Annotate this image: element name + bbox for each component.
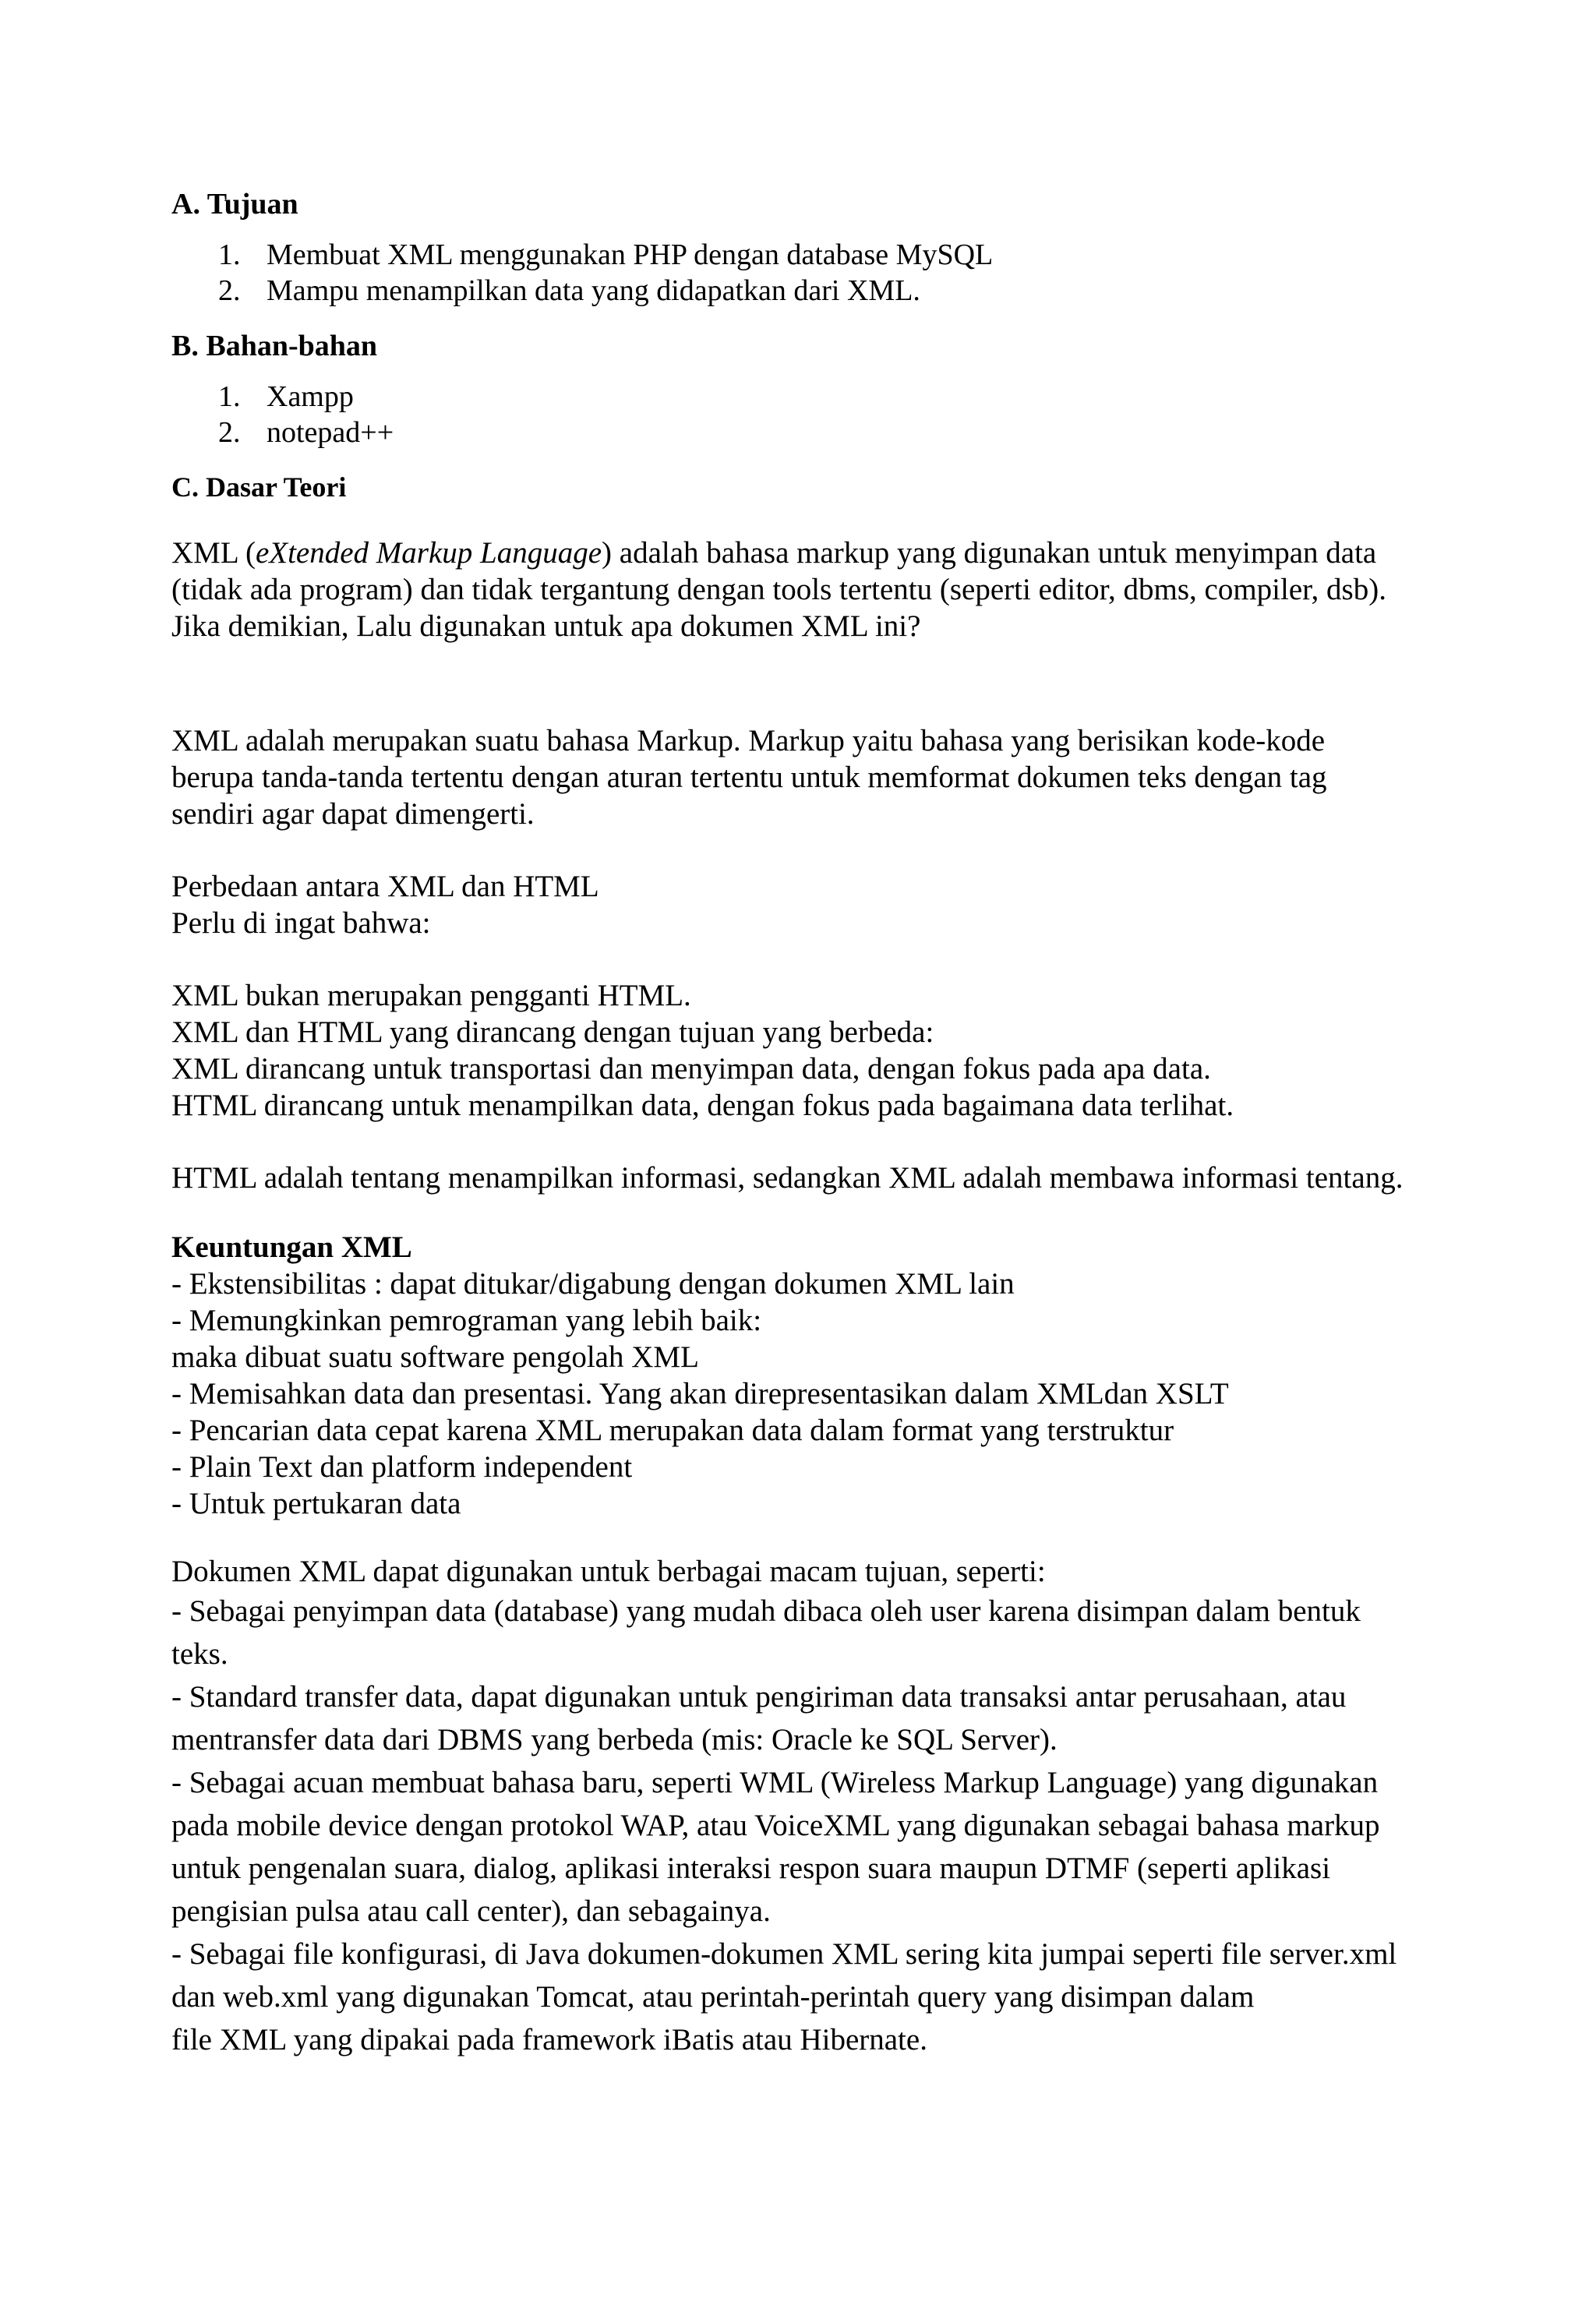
list-item: - Memungkinkan pemrograman yang lebih baik: [171,1304,762,1337]
notes-paragraph [171,977,1481,1124]
list-item: - Sebagai acuan membuat bahasa baru, seperti WML (Wireless Markup Language) yang digunakan [171,1766,1379,1799]
list-item: - Pencarian data cepat karena XML merupakan data dalam format yang terstruktur [171,1414,1174,1447]
list-item: untuk pengenalan suara, dialog, aplikasi interaksi respon suara maupun DTMF (seperti aplikasi [171,1852,1331,1885]
paragraph-line: XML adalah merupakan suatu bahasa Markup. Markup yaitu bahasa yang berisikan kode-kode [171,724,1326,757]
intro-prefix: XML ( [171,536,256,570]
list-item: - Ekstensibilitas : dapat ditukar/digabung dengan dokumen XML lain [171,1267,1015,1301]
summary-paragraph: HTML adalah tentang menampilkan informasi, sedangkan XML adalah membawa informasi tentang. [171,1161,1404,1195]
advantages-block [171,1229,1481,1522]
list-item: maka dibuat suatu software pengolah XML [171,1340,699,1374]
list-item-number: 1. [218,380,241,413]
list-item: - Plain Text dan platform independent [171,1450,633,1484]
list-item-number: 2. [218,274,241,307]
paragraph-line: sendiri agar dapat dimengerti. [171,797,535,831]
list-item [171,415,1481,450]
uses-intro: Dokumen XML dapat digunakan untuk berbagai macam tujuan, seperti: [171,1555,1046,1588]
list-item [171,273,1481,309]
intro-line-1 [171,535,1481,571]
intro-line-2: (tidak ada program) dan tidak tergantung dengan tools tertentu (seperti editor, dbms, compiler, dsb). [171,573,1386,606]
xml-intro-paragraph [171,535,1481,644]
intro-suffix: ) adalah bahasa markup yang digunakan untuk menyimpan data [602,536,1377,570]
section-a-heading: A. Tujuan [171,188,298,221]
uses-list [171,1590,1481,2061]
markup-paragraph [171,722,1481,832]
advantages-list [171,1266,1481,1522]
list-item-text: Xampp [267,380,354,413]
paragraph-line: HTML dirancang untuk menampilkan data, dengan fokus pada bagaimana data terlihat. [171,1089,1234,1122]
intro-line-3: Jika demikian, Lalu digunakan untuk apa dokumen XML ini? [171,609,921,643]
list-item [171,379,1481,415]
advantages-heading: Keuntungan XML [171,1230,412,1264]
list-item: - Untuk pertukaran data [171,1487,461,1520]
section-c-heading: C. Dasar Teori [171,471,347,503]
list-item: - Sebagai penyimpan data (database) yang mudah dibaca oleh user karena disimpan dalam bentuk [171,1594,1361,1628]
paragraph-line: XML dan HTML yang dirancang dengan tujuan yang berbeda: [171,1015,934,1049]
document-body [171,185,1481,2061]
paragraph-line: Perlu di ingat bahwa: [171,906,431,940]
list-item-text: notepad++ [267,416,394,449]
paragraph-line: XML dirancang untuk transportasi dan menyimpan data, dengan fokus pada apa data. [171,1052,1211,1086]
list-item-text: Mampu menampilkan data yang didapatkan dari XML. [267,274,920,307]
list-item: - Standard transfer data, dapat digunakan untuk pengiriman data transaksi antar perusahaan, atau [171,1680,1347,1714]
paragraph-line: berupa tanda-tanda tertentu dengan aturan tertentu untuk memformat dokumen teks dengan tag [171,761,1327,794]
difference-paragraph [171,868,1481,941]
list-item: - Sebagai file konfigurasi, di Java dokumen-dokumen XML sering kita jumpai seperti file server.xml [171,1937,1397,1971]
list-item: pada mobile device dengan protokol WAP, atau VoiceXML yang digunakan sebagai bahasa markup [171,1809,1380,1842]
section-a-list [171,237,1481,309]
paragraph-line: Perbedaan antara XML dan HTML [171,870,599,903]
intro-italic-term: eXtended Markup Language [255,536,602,570]
paragraph-line: XML bukan merupakan pengganti HTML. [171,979,691,1012]
list-item: pengisian pulsa atau call center), dan sebagainya. [171,1894,771,1928]
uses-block [171,1553,1481,2061]
list-item: mentransfer data dari DBMS yang berbeda (mis: Oracle ke SQL Server). [171,1723,1058,1756]
list-item-text: Membuat XML menggunakan PHP dengan database MySQL [267,238,994,271]
list-item [171,237,1481,273]
list-item: teks. [171,1637,228,1671]
list-item: - Memisahkan data dan presentasi. Yang akan direpresentasikan dalam XMLdan XSLT [171,1377,1229,1410]
list-item: file XML yang dipakai pada framework iBatis atau Hibernate. [171,2023,927,2056]
list-item: dan web.xml yang digunakan Tomcat, atau perintah-perintah query yang disimpan dalam [171,1980,1255,2014]
list-item-number: 2. [218,416,241,449]
list-item-number: 1. [218,238,241,271]
section-b-list [171,379,1481,450]
section-b-heading: B. Bahan-bahan [171,330,378,362]
